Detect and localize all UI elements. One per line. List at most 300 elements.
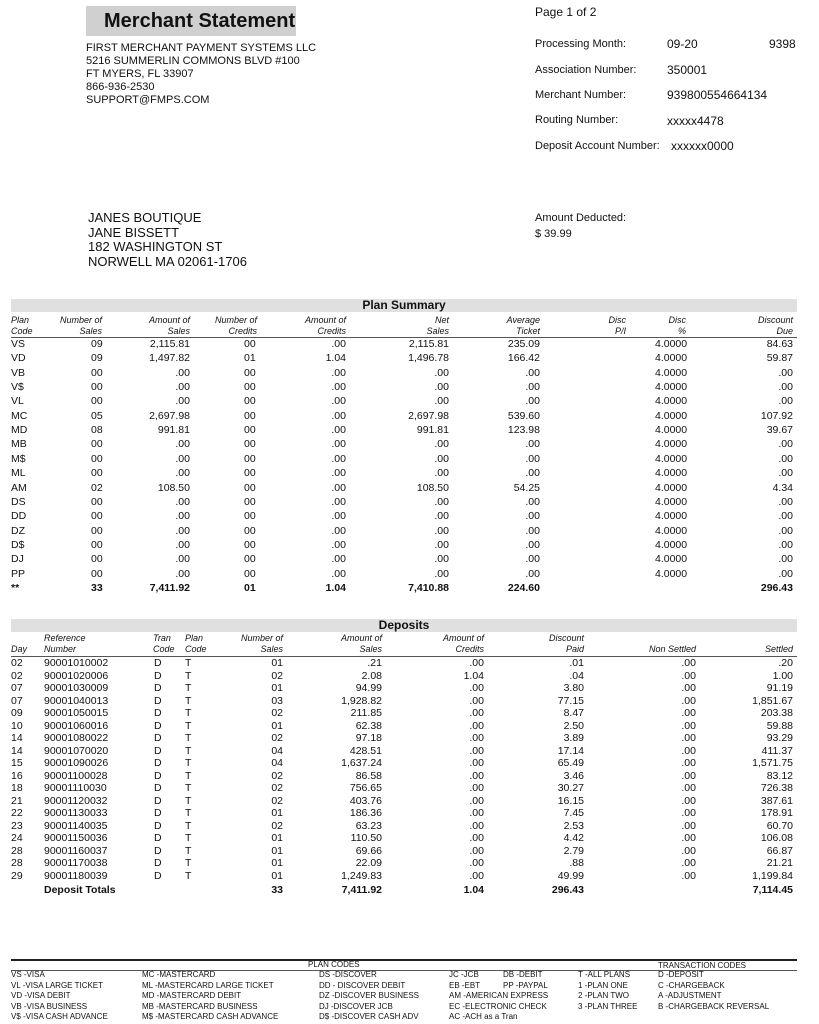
table-cell: 4.0000 xyxy=(655,495,688,508)
table-cell: D xyxy=(154,769,162,782)
legend-entry: EC -ELECTRONIC CHECK xyxy=(449,1001,547,1011)
plan-summary-row xyxy=(0,509,819,523)
table-cell: .00 xyxy=(175,381,190,394)
table-cell: 28 xyxy=(11,844,23,857)
table-cell: 00 xyxy=(244,481,256,494)
table-cell: T xyxy=(185,694,192,707)
table-cell: .00 xyxy=(331,524,346,537)
table-cell: 93.29 xyxy=(766,732,793,744)
plan-summary-header: Ticket xyxy=(516,326,540,336)
table-cell: 4.0000 xyxy=(655,338,688,350)
table-cell: 296.43 xyxy=(760,582,793,594)
legend-entry: C -CHARGEBACK xyxy=(658,980,725,990)
table-cell: T xyxy=(185,857,192,869)
table-cell: ** xyxy=(11,582,20,594)
table-cell: .00 xyxy=(778,495,793,508)
table-cell: 07 xyxy=(11,682,23,694)
table-cell: T xyxy=(185,844,192,857)
table-cell: 756.65 xyxy=(349,782,382,794)
table-cell: 00 xyxy=(244,467,256,480)
table-cell: 8.47 xyxy=(563,707,584,719)
table-cell: .00 xyxy=(525,567,540,580)
table-cell: 86.58 xyxy=(355,769,382,782)
legend-entry: 3 -PLAN THREE xyxy=(578,1001,638,1011)
table-cell: MD xyxy=(11,424,28,437)
table-cell: 02 xyxy=(11,657,23,669)
table-cell: .00 xyxy=(175,452,190,465)
plan-summary-header: Sales xyxy=(167,326,190,336)
table-cell: .00 xyxy=(175,553,190,566)
table-cell: V$ xyxy=(11,381,24,394)
table-cell: 1.04 xyxy=(325,582,346,594)
table-cell: .00 xyxy=(175,567,190,580)
table-cell: 991.81 xyxy=(416,424,449,437)
table-cell: .00 xyxy=(175,366,190,379)
deposits-header: Plan xyxy=(185,633,204,643)
table-cell: .00 xyxy=(434,538,449,551)
table-cell: 2,697.98 xyxy=(408,409,449,422)
deposits-total-row xyxy=(0,883,819,897)
table-cell: 4.0000 xyxy=(655,381,688,394)
table-cell: 59.87 xyxy=(766,352,793,365)
table-cell: .00 xyxy=(469,844,484,857)
table-cell: 01 xyxy=(271,807,283,819)
table-cell: T xyxy=(185,757,192,769)
table-cell: 7.45 xyxy=(563,807,584,819)
table-cell: 428.51 xyxy=(349,744,382,757)
table-cell: .00 xyxy=(681,869,696,882)
table-cell: .00 xyxy=(175,395,190,408)
table-cell: D xyxy=(154,794,162,807)
table-cell: 21 xyxy=(11,794,23,807)
table-cell: 02 xyxy=(271,819,283,832)
table-cell: .00 xyxy=(434,510,449,523)
amount-deducted-value: $ 39.99 xyxy=(535,228,572,240)
table-cell: .00 xyxy=(175,510,190,523)
legend-entry: 2 -PLAN TWO xyxy=(578,991,629,1000)
plan-summary-row xyxy=(0,423,819,437)
plan-summary-row xyxy=(0,452,819,466)
deposits-header: Sales xyxy=(260,644,283,654)
table-cell: T xyxy=(185,744,192,757)
plan-summary-header: Due xyxy=(776,326,793,336)
table-cell: 90001100028 xyxy=(44,769,108,782)
association-number-label: Association Number: xyxy=(535,64,637,76)
plan-summary-row xyxy=(0,409,819,423)
table-cell: 403.76 xyxy=(349,794,382,807)
table-cell: 4.0000 xyxy=(655,467,688,480)
deposits-header: Non Settled xyxy=(648,644,696,654)
table-cell: 90001120032 xyxy=(44,794,108,807)
deposits-header: Code xyxy=(153,644,175,654)
table-cell: D xyxy=(154,832,162,844)
plan-summary-header: Average xyxy=(506,315,540,325)
deposits-header: Settled xyxy=(764,644,793,654)
table-cell: 4.0000 xyxy=(655,366,688,379)
plan-summary-header: Sales xyxy=(79,326,102,336)
table-cell: ML xyxy=(11,467,26,480)
table-cell: T xyxy=(185,869,192,882)
table-cell: .00 xyxy=(469,707,484,719)
table-cell: DZ xyxy=(11,524,25,537)
table-cell: 3.89 xyxy=(563,732,584,744)
table-cell: 59.88 xyxy=(766,719,793,732)
table-cell: 00 xyxy=(244,553,256,566)
table-cell: 02 xyxy=(91,481,103,494)
table-cell: 02 xyxy=(271,794,283,807)
table-cell: .00 xyxy=(469,719,484,732)
table-cell: 97.18 xyxy=(355,732,382,744)
table-cell: 30.27 xyxy=(557,782,584,794)
table-cell: 18 xyxy=(11,782,23,794)
deposit-row xyxy=(0,869,819,883)
table-cell: D xyxy=(154,844,162,857)
transaction-codes-title: TRANSACTION CODES xyxy=(658,961,747,970)
table-cell: 23 xyxy=(11,819,23,832)
table-cell: .00 xyxy=(434,395,449,408)
legend-entry: VS -VISA xyxy=(11,970,45,979)
table-cell: 69.66 xyxy=(355,844,382,857)
table-cell: .00 xyxy=(778,381,793,394)
table-cell: 00 xyxy=(91,538,103,551)
table-cell: D xyxy=(154,707,162,719)
table-cell: 1,851.67 xyxy=(752,694,793,707)
table-cell: 01 xyxy=(244,352,256,365)
table-cell: .00 xyxy=(681,682,696,694)
plan-summary-row xyxy=(0,380,819,394)
table-cell: DJ xyxy=(11,553,24,566)
table-cell: 90001010002 xyxy=(44,657,109,669)
table-cell: .04 xyxy=(569,669,584,682)
table-cell: 00 xyxy=(91,495,103,508)
table-cell: .00 xyxy=(778,567,793,580)
plan-summary-row xyxy=(0,366,819,380)
table-cell: 4.0000 xyxy=(655,352,688,365)
legend-entry: DD - DISCOVER DEBIT xyxy=(319,980,406,990)
deposits-header: Discount xyxy=(548,633,584,643)
table-cell: .00 xyxy=(331,467,346,480)
plan-summary-header: Discount xyxy=(757,315,793,325)
table-cell: T xyxy=(185,657,192,669)
table-cell: 02 xyxy=(271,732,283,744)
table-cell: 28 xyxy=(11,857,23,869)
table-cell: .00 xyxy=(681,657,696,669)
plan-summary-title: Plan Summary xyxy=(11,299,797,312)
legend-entry: D$ -DISCOVER CASH ADV xyxy=(319,1012,419,1021)
table-cell: .00 xyxy=(175,438,190,451)
table-cell: .00 xyxy=(681,782,696,794)
table-cell: 4.0000 xyxy=(655,409,688,422)
table-cell: .00 xyxy=(681,732,696,744)
plan-summary-header: Plan xyxy=(11,315,30,325)
table-cell: AM xyxy=(11,481,27,494)
table-cell: 00 xyxy=(91,395,103,408)
table-cell: 4.0000 xyxy=(655,510,688,523)
table-cell: 539.60 xyxy=(507,409,540,422)
table-cell: .00 xyxy=(681,844,696,857)
table-cell: 90001180039 xyxy=(44,869,108,882)
table-cell: .00 xyxy=(331,567,346,580)
table-cell: .00 xyxy=(331,495,346,508)
legend-entry: DJ -DISCOVER JCB xyxy=(319,1001,393,1011)
table-cell: 108.50 xyxy=(157,481,190,494)
deposits-header: Code xyxy=(185,644,207,654)
legend-entry: D -DEPOSIT xyxy=(658,970,704,979)
plan-summary-row xyxy=(0,394,819,408)
deposits-header: Paid xyxy=(565,644,584,654)
table-cell: 00 xyxy=(91,524,103,537)
legend-entry: ML -MASTERCARD LARGE TICKET xyxy=(142,980,274,990)
table-cell: 24 xyxy=(11,832,23,844)
table-cell: D$ xyxy=(11,538,25,551)
deposit-account-label: Deposit Account Number: xyxy=(535,140,660,152)
table-cell: 90001050015 xyxy=(44,707,109,719)
table-cell: .00 xyxy=(525,438,540,451)
table-cell: .00 xyxy=(175,524,190,537)
table-cell: 4.0000 xyxy=(655,438,688,451)
table-cell: 2.53 xyxy=(563,819,584,832)
table-cell: .00 xyxy=(469,869,484,882)
table-cell: 90001170038 xyxy=(44,857,108,869)
table-cell: 04 xyxy=(271,757,283,769)
table-cell: 4.0000 xyxy=(655,538,688,551)
plan-summary-header: Disc xyxy=(608,315,626,325)
table-cell: 16 xyxy=(11,769,23,782)
table-cell: .00 xyxy=(331,510,346,523)
table-cell: 02 xyxy=(11,669,23,682)
table-cell: 00 xyxy=(91,553,103,566)
legend-entry: B -CHARGEBACK REVERSAL xyxy=(658,1001,770,1011)
table-cell: 178.91 xyxy=(760,807,793,819)
table-cell: .00 xyxy=(469,757,484,769)
table-cell: 1,249.83 xyxy=(341,869,382,882)
table-cell: T xyxy=(185,669,192,682)
table-cell: D xyxy=(154,757,162,769)
table-cell: T xyxy=(185,682,192,694)
table-cell: 09 xyxy=(91,338,103,350)
legend-entry: DB -DEBIT xyxy=(503,970,543,979)
table-cell: 90001140035 xyxy=(44,819,108,832)
legend-entry: AC -ACH as a Tran xyxy=(449,1012,518,1021)
plan-summary-header: Amount of xyxy=(148,315,190,325)
table-cell: 4.0000 xyxy=(655,452,688,465)
table-cell: 107.92 xyxy=(760,409,793,422)
table-cell: D xyxy=(154,782,162,794)
processing-month-label: Processing Month: xyxy=(535,38,627,50)
table-cell: 1.04 xyxy=(463,884,484,896)
statement-title: Merchant Statement xyxy=(104,10,296,32)
plan-summary-row xyxy=(0,495,819,509)
table-cell: .00 xyxy=(434,438,449,451)
plan-summary-row xyxy=(0,538,819,552)
table-cell: D xyxy=(154,807,162,819)
table-cell: 1,928.82 xyxy=(341,694,382,707)
table-cell: .00 xyxy=(469,744,484,757)
table-cell: .00 xyxy=(681,857,696,869)
plan-summary-total-row xyxy=(0,581,819,595)
plan-summary-header: Net xyxy=(434,315,449,325)
table-cell: 17.14 xyxy=(557,744,584,757)
table-cell: 00 xyxy=(244,510,256,523)
table-cell: D xyxy=(154,682,162,694)
table-cell: 00 xyxy=(244,424,256,437)
merchant-line: 5216 SUMMERLIN COMMONS BLVD #100 xyxy=(86,55,300,67)
table-cell: .00 xyxy=(469,819,484,832)
table-cell: 29 xyxy=(11,869,23,882)
table-cell: .00 xyxy=(469,782,484,794)
table-cell: 94.99 xyxy=(355,682,382,694)
legend-entry: 1 -PLAN ONE xyxy=(578,980,628,990)
table-cell: .20 xyxy=(778,657,793,669)
table-cell: 91.19 xyxy=(766,682,793,694)
table-cell: .00 xyxy=(331,452,346,465)
table-cell: 01 xyxy=(271,657,283,669)
table-cell: D xyxy=(154,732,162,744)
plan-codes-title: PLAN CODES xyxy=(308,960,360,969)
table-cell: 09 xyxy=(11,707,23,719)
plan-summary-row xyxy=(0,466,819,480)
table-cell: 00 xyxy=(91,381,103,394)
merchant-line: FIRST MERCHANT PAYMENT SYSTEMS LLC xyxy=(86,42,317,54)
table-cell: 4.0000 xyxy=(655,524,688,537)
table-cell: .00 xyxy=(525,452,540,465)
table-cell: .00 xyxy=(469,794,484,807)
table-cell: .00 xyxy=(681,807,696,819)
table-cell: 1,571.75 xyxy=(752,757,793,769)
table-cell: 00 xyxy=(244,538,256,551)
table-cell: .00 xyxy=(525,553,540,566)
table-cell: .00 xyxy=(681,794,696,807)
table-cell: DD xyxy=(11,510,27,523)
table-cell: 235.09 xyxy=(507,338,540,350)
merchant-line: SUPPORT@FMPS.COM xyxy=(86,94,210,106)
table-cell: 186.36 xyxy=(349,807,382,819)
deposits-header: Sales xyxy=(359,644,382,654)
table-cell: 10 xyxy=(11,719,23,732)
table-cell: 387.61 xyxy=(760,794,793,807)
table-cell: 63.23 xyxy=(355,819,382,832)
legend-entry: MB -MASTERCARD BUSINESS xyxy=(142,1001,258,1011)
table-cell: D xyxy=(154,857,162,869)
deposits-header: Amount of xyxy=(340,633,382,643)
table-cell: 01 xyxy=(271,682,283,694)
legend-entry: EB -EBT xyxy=(449,980,481,990)
table-cell: 90001030009 xyxy=(44,682,109,694)
table-cell: Deposit Totals xyxy=(44,884,116,896)
table-cell: 07 xyxy=(11,694,23,707)
table-cell: 7,411.92 xyxy=(341,884,382,896)
table-cell: .00 xyxy=(681,707,696,719)
legend-entry: A -ADJUSTMENT xyxy=(658,991,722,1000)
table-cell: 84.63 xyxy=(766,338,793,350)
table-cell: .00 xyxy=(434,524,449,537)
table-cell: 00 xyxy=(244,567,256,580)
table-cell: .00 xyxy=(331,338,346,350)
table-cell: .00 xyxy=(681,757,696,769)
table-cell: .00 xyxy=(331,366,346,379)
plan-summary-row xyxy=(0,481,819,495)
table-cell: .00 xyxy=(331,409,346,422)
table-cell: 22 xyxy=(11,807,23,819)
table-cell: .00 xyxy=(469,857,484,869)
table-cell: 09 xyxy=(91,352,103,365)
table-cell: 110.50 xyxy=(350,832,382,844)
table-cell: .00 xyxy=(331,424,346,437)
table-cell: .00 xyxy=(331,553,346,566)
table-cell: 01 xyxy=(271,832,283,844)
table-cell: 02 xyxy=(271,669,283,682)
table-cell: .00 xyxy=(681,832,696,844)
table-cell: .00 xyxy=(778,395,793,408)
customer-line: JANE BISSETT xyxy=(88,224,180,240)
table-cell: .00 xyxy=(434,553,449,566)
table-cell: 16.15 xyxy=(557,794,584,807)
legend-entry: AM -AMERICAN EXPRESS xyxy=(449,991,549,1000)
deposits-header: Number xyxy=(44,644,77,654)
plan-summary-header: Number of xyxy=(214,315,257,325)
table-cell: 01 xyxy=(271,719,283,732)
legend-entry: VL -VISA LARGE TICKET xyxy=(11,980,104,990)
table-cell: .00 xyxy=(434,495,449,508)
table-cell: .00 xyxy=(681,694,696,707)
table-cell: T xyxy=(185,732,192,744)
table-cell: 203.38 xyxy=(760,707,793,719)
table-cell: 00 xyxy=(91,452,103,465)
table-cell: .00 xyxy=(778,467,793,480)
table-cell: 4.0000 xyxy=(655,481,688,494)
table-cell: .00 xyxy=(778,524,793,537)
merchant-line: 866-936-2530 xyxy=(86,81,155,93)
table-cell: D xyxy=(154,657,162,669)
legend-entry: DZ -DISCOVER BUSINESS xyxy=(319,991,420,1000)
table-cell: VD xyxy=(11,352,26,365)
table-cell: .00 xyxy=(778,538,793,551)
table-cell: .00 xyxy=(681,719,696,732)
table-cell: 00 xyxy=(244,395,256,408)
table-cell: 4.0000 xyxy=(655,567,688,580)
table-cell: 00 xyxy=(244,524,256,537)
legend-entry: VD -VISA DEBIT xyxy=(11,991,71,1000)
table-cell: 90001160037 xyxy=(44,844,108,857)
table-cell: 7,114.45 xyxy=(752,884,793,896)
table-cell: .00 xyxy=(331,395,346,408)
table-cell: .00 xyxy=(434,381,449,394)
table-cell: .00 xyxy=(778,366,793,379)
table-cell: 211.85 xyxy=(350,707,382,719)
table-cell: .00 xyxy=(469,807,484,819)
table-cell: D xyxy=(154,869,162,882)
table-cell: .00 xyxy=(331,481,346,494)
legend-entry: MD -MASTERCARD DEBIT xyxy=(142,991,242,1000)
customer-line: JANES BOUTIQUE xyxy=(88,210,202,225)
table-cell: 77.15 xyxy=(557,694,584,707)
table-cell: 3.46 xyxy=(563,769,584,782)
table-cell: .00 xyxy=(331,538,346,551)
table-cell: 4.0000 xyxy=(655,395,688,408)
table-cell: .00 xyxy=(525,366,540,379)
table-cell: 2,115.81 xyxy=(149,338,190,350)
plan-summary-header: Number of xyxy=(59,315,102,325)
table-cell: 21.21 xyxy=(766,857,793,869)
table-cell: 01 xyxy=(271,857,283,869)
customer-address xyxy=(88,211,247,269)
table-cell: 08 xyxy=(91,424,103,437)
table-cell: .00 xyxy=(525,510,540,523)
table-cell: 4.0000 xyxy=(655,553,688,566)
title-banner xyxy=(86,6,296,36)
table-cell: 2.79 xyxy=(563,844,584,857)
table-cell: T xyxy=(185,782,192,794)
